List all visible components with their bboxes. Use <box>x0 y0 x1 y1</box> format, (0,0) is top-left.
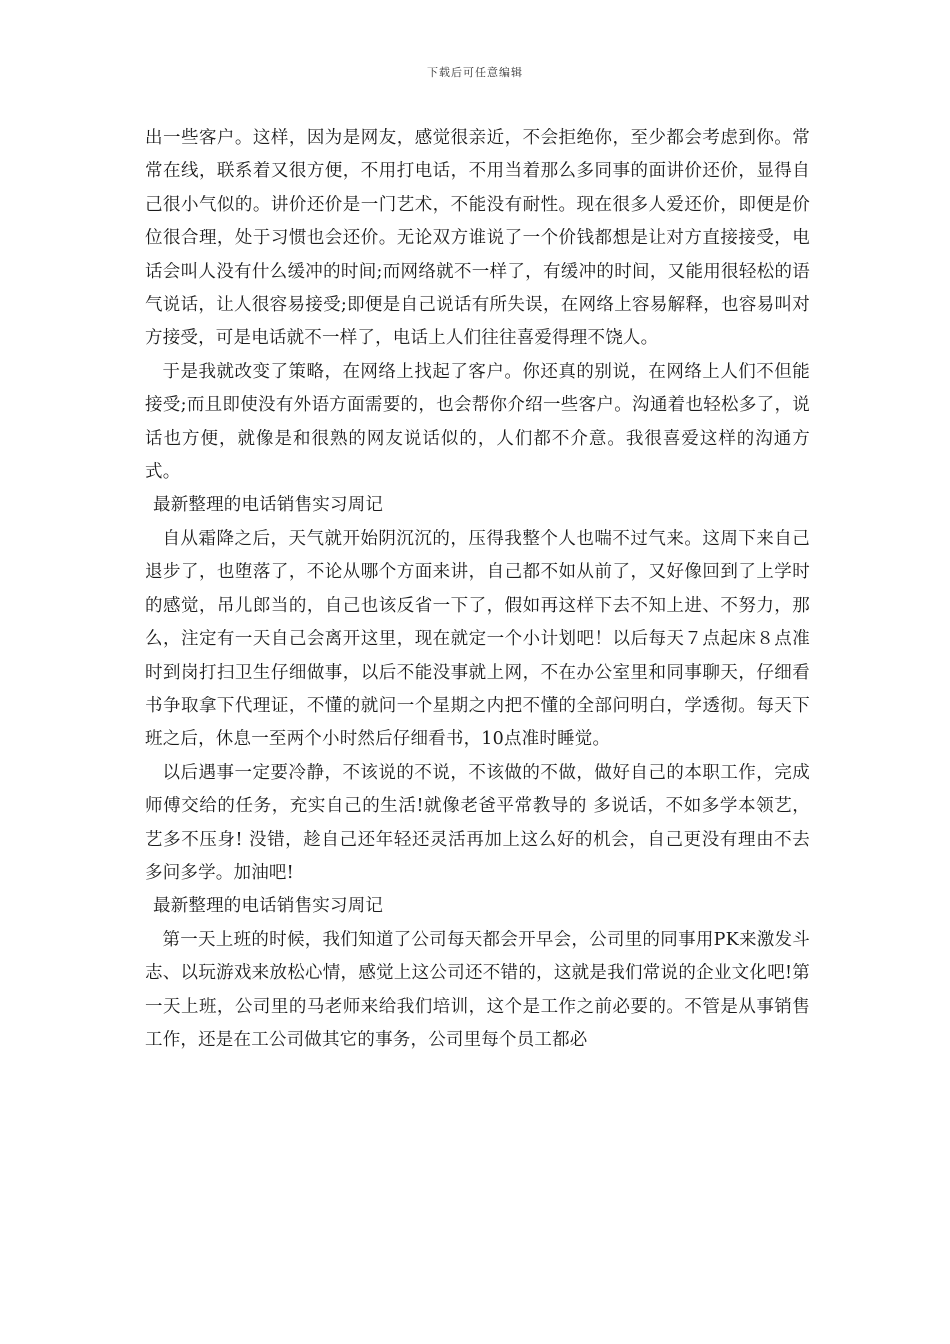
paragraph-first-day: 第一天上班的时候，我们知道了公司每天都会开早会，公司里的同事用PK来激发斗志、以玩游戏来放松心情，感觉上这公司还不错的，这就是我们常说的企业文化吧!第一天上班，公司里的马老师来给我们培训，这个是工作之前必要的。不管是从事销售工作，还是在工公司做其它的事务，公司里每个员工都必 <box>145 929 810 1050</box>
page-header-note: 下载后可任意编辑 <box>427 66 523 79</box>
paragraph-changed-strategy: 于是我就改变了策略，在网络上找起了客户。你还真的别说，在网络上人们不但能接受;而且即使没有外语方面需要的，也会帮你介绍一些客户。沟通着也轻松多了，说话也方便，就像是和很熟的网友说话似的，人们都不介意。我很喜爱这样的沟通方式。 <box>145 361 810 483</box>
paragraph-continued-online-clients: 出一些客户。这样，因为是网友，感觉很亲近，不会拒绝你，至少都会考虑到你。常常在线，联系着又很方便，不用打电话，不用当着那么多同事的面讲价还价，显得自己很小气似的。讲价还价是一门艺术，不能没有耐性。现在很多人爱还价，即便是价位很合理，处于习惯也会还价。无论双方谁说了一个价钱都想是让对方直接接受，电话会叫人没有什么缓冲的时间;而网络就不一样了，有缓冲的时间，又能用很轻松的语气说话，让人很容易接受;即便是自己说话有所失误，在网络上容易解释，也容易叫对方接受，可是电话就不一样了，电话上人们往往喜爱得理不饶人。 <box>145 128 810 349</box>
paragraph-stay-calm: 以后遇事一定要冷静，不该说的不说，不该做的不做，做好自己的本职工作，完成师傅交给的任务，充实自己的生活!就像老爸平常教导的 多说话，不如多学本领艺，艺多不压身! 没错，趁自己还年轻还灵活再加上这么好的机会，自己更没有理由不去多问多学。加油吧! <box>145 762 810 883</box>
section-heading-weekly-journal-2: 最新整理的电话销售实习周记 <box>153 896 384 917</box>
section-heading-weekly-journal-1: 最新整理的电话销售实习周记 <box>153 495 384 516</box>
paragraph-self-reflection: 自从霜降之后，天气就开始阴沉沉的，压得我整个人也喘不过气来。这周下来自己退步了，也堕落了，不论从哪个方面来讲，自己都不如从前了，又好像回到了上学时的感觉，吊儿郎当的，自己也该反省一下了，假如再这样下去不知上进、不努力，那么，注定有一天自己会离开这里，现在就定一个小计划吧！以后每天７点起床８点准时到岗打扫卫生仔细做事，以后不能没事就上网，不在办公室里和同事聊天，仔细看书争取拿下代理证，不懂的就问一个星期之内把不懂的全部问明白，学透彻。每天下班之后，休息一至两个小时然后仔细看书，10点准时睡觉。 <box>145 528 810 750</box>
document-body <box>145 122 810 1057</box>
